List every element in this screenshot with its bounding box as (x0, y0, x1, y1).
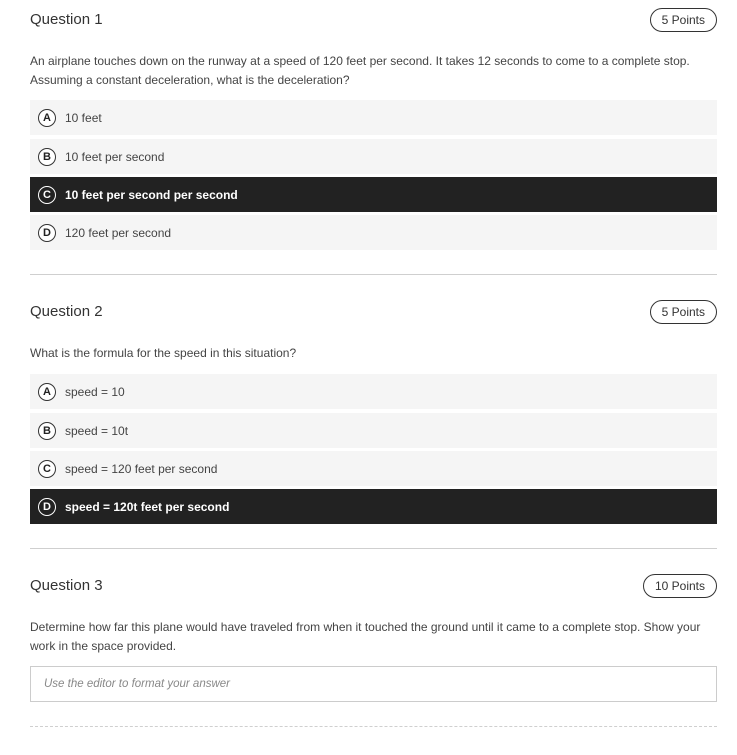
question-divider (30, 274, 717, 275)
answer-letter: A (38, 383, 56, 401)
answer-option-c[interactable] (30, 451, 717, 486)
answer-label: 10 feet per second (65, 149, 165, 164)
question-2 (30, 300, 717, 514)
question-title: Question 1 (30, 11, 103, 28)
question-divider (30, 548, 717, 549)
answer-letter: A (38, 109, 56, 127)
answer-label: speed = 10 (65, 384, 125, 399)
answer-option-a[interactable] (30, 100, 717, 135)
answer-option-b[interactable] (30, 139, 717, 174)
question-title: Question 3 (30, 577, 103, 594)
answer-label: speed = 120 feet per second (65, 461, 218, 476)
answer-label: speed = 120t feet per second (65, 499, 230, 514)
answer-label: 10 feet per second per second (65, 187, 238, 202)
answer-letter: C (38, 186, 56, 204)
answer-label: 10 feet (65, 110, 102, 125)
answer-letter: D (38, 224, 56, 242)
answer-letter: B (38, 422, 56, 440)
question-header (30, 300, 717, 324)
points-badge: 5 Points (650, 8, 717, 32)
answer-label: speed = 10t (65, 423, 129, 438)
answer-option-d[interactable] (30, 489, 717, 524)
answer-option-b[interactable] (30, 413, 717, 448)
answer-letter: B (38, 148, 56, 166)
answer-label: 120 feet per second (65, 225, 172, 240)
question-text: What is the formula for the speed in this situation? (30, 346, 297, 360)
answer-option-c[interactable] (30, 177, 717, 212)
question-text: Determine how far this plane would have traveled from when it touched the ground until it came to a complete stop. Show your work in the space provided. (30, 620, 701, 653)
answer-option-a[interactable] (30, 374, 717, 409)
question-header (30, 574, 717, 598)
points-badge: 10 Points (643, 574, 717, 598)
question-1 (30, 8, 717, 240)
question-header (30, 8, 717, 32)
points-badge: 5 Points (650, 300, 717, 324)
question-3 (30, 574, 717, 690)
answer-editor[interactable] (30, 666, 717, 702)
answer-letter: D (38, 498, 56, 516)
answer-option-d[interactable] (30, 215, 717, 250)
question-title: Question 2 (30, 303, 103, 320)
editor-placeholder: Use the editor to format your answer (44, 678, 230, 690)
answer-letter: C (38, 460, 56, 478)
section-divider (30, 726, 717, 727)
question-text: An airplane touches down on the runway at a speed of 120 feet per second. It takes 12 seconds to come to a complete stop. Assuming a constant deceleration, what is the deceleration? (30, 54, 690, 87)
